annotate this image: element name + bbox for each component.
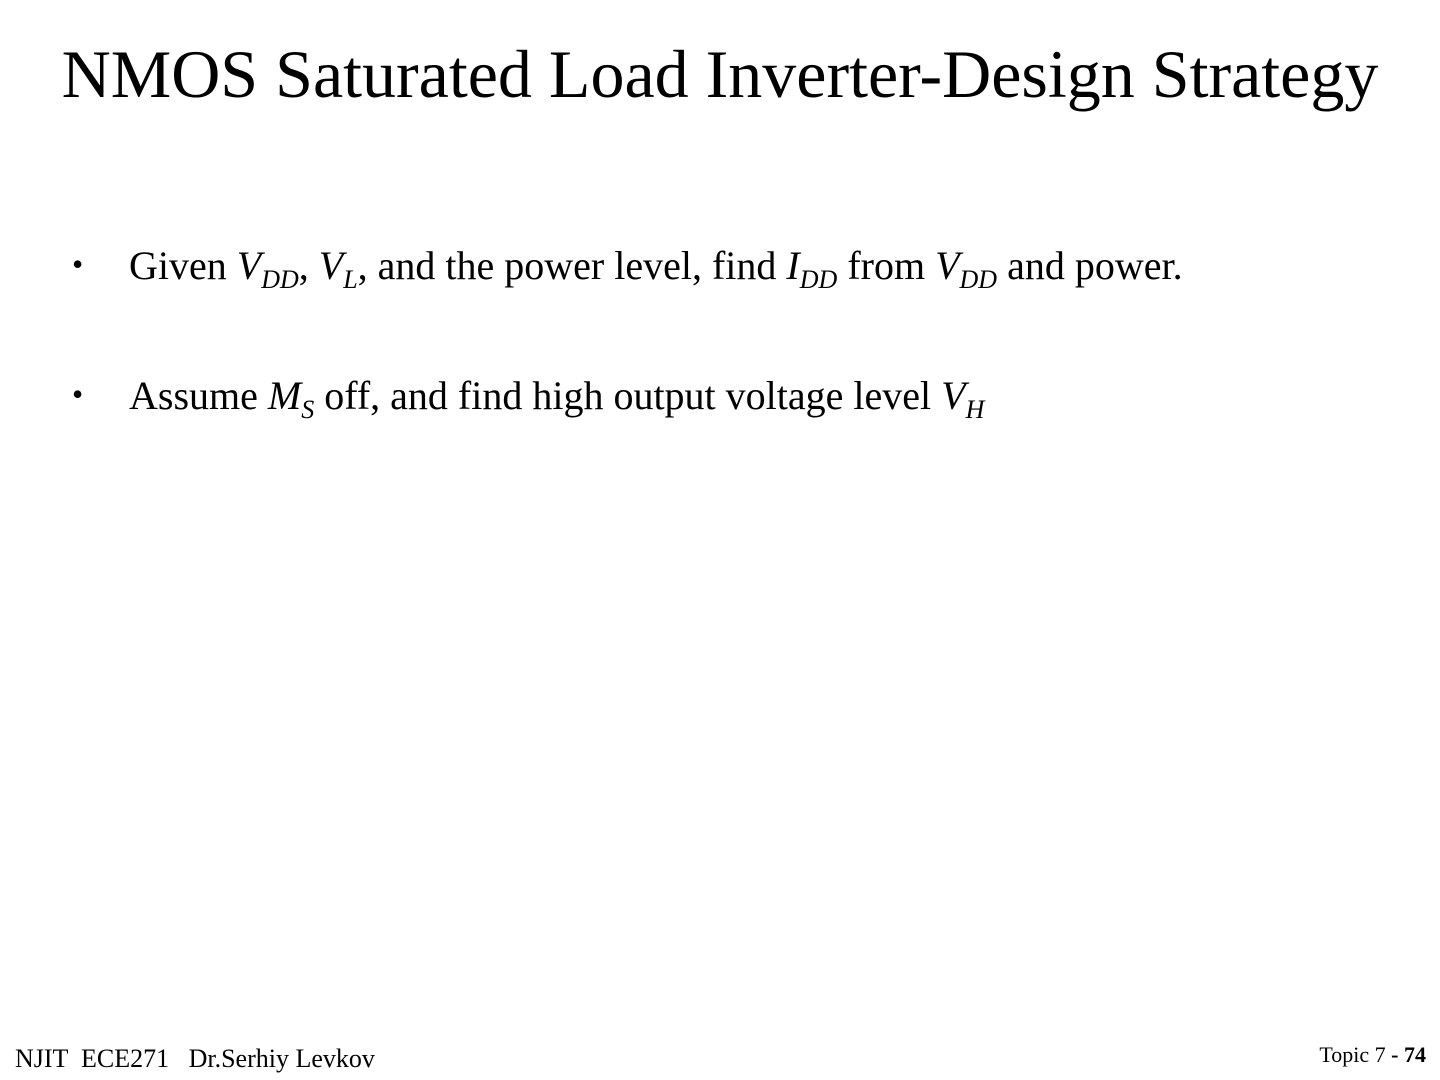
variable-subscript: H xyxy=(965,395,985,424)
variable-vl xyxy=(318,243,358,294)
variable-subscript: S xyxy=(301,395,315,424)
text-segment: , xyxy=(298,243,319,288)
variable-subscript: L xyxy=(343,265,358,294)
variable-symbol: M xyxy=(267,373,302,418)
bullet-text xyxy=(129,366,984,426)
variable-idd xyxy=(786,243,838,294)
variable-vdd xyxy=(935,243,998,294)
variable-symbol: V xyxy=(236,243,262,288)
footer-course-info: NJIT ECE271 Dr.Serhiy Levkov xyxy=(15,1044,375,1073)
variable-ms xyxy=(267,373,315,424)
variable-subscript: DD xyxy=(261,265,299,294)
text-segment: from xyxy=(837,243,936,288)
text-segment: , and the power level, find xyxy=(357,243,787,288)
bullet-text xyxy=(129,236,1183,296)
bullet-marker: • xyxy=(72,376,84,412)
variable-symbol: I xyxy=(786,243,800,288)
variable-subscript: DD xyxy=(959,265,998,294)
footer-page-separator: - xyxy=(1391,1042,1404,1067)
variable-symbol: V xyxy=(318,243,344,288)
footer-topic-label: Topic 7 xyxy=(1319,1042,1392,1067)
bullet-list xyxy=(72,236,1392,496)
bullet-marker: • xyxy=(72,246,84,282)
variable-vdd xyxy=(236,243,299,294)
bullet-item-assume xyxy=(72,366,1392,426)
text-segment: Given xyxy=(129,243,237,288)
variable-symbol: V xyxy=(941,373,966,418)
variable-vh xyxy=(941,373,985,424)
text-segment: off, and find high output voltage level xyxy=(314,373,942,418)
variable-symbol: V xyxy=(935,243,960,288)
footer-page-number: 74 xyxy=(1404,1042,1426,1067)
text-segment: and power. xyxy=(997,243,1183,288)
slide-title: NMOS Saturated Load Inverter-Design Strategy xyxy=(61,36,1379,112)
variable-subscript: DD xyxy=(799,265,838,294)
footer-page-indicator xyxy=(1319,1040,1426,1070)
text-segment: Assume xyxy=(129,373,268,418)
bullet-item-given xyxy=(72,236,1392,296)
